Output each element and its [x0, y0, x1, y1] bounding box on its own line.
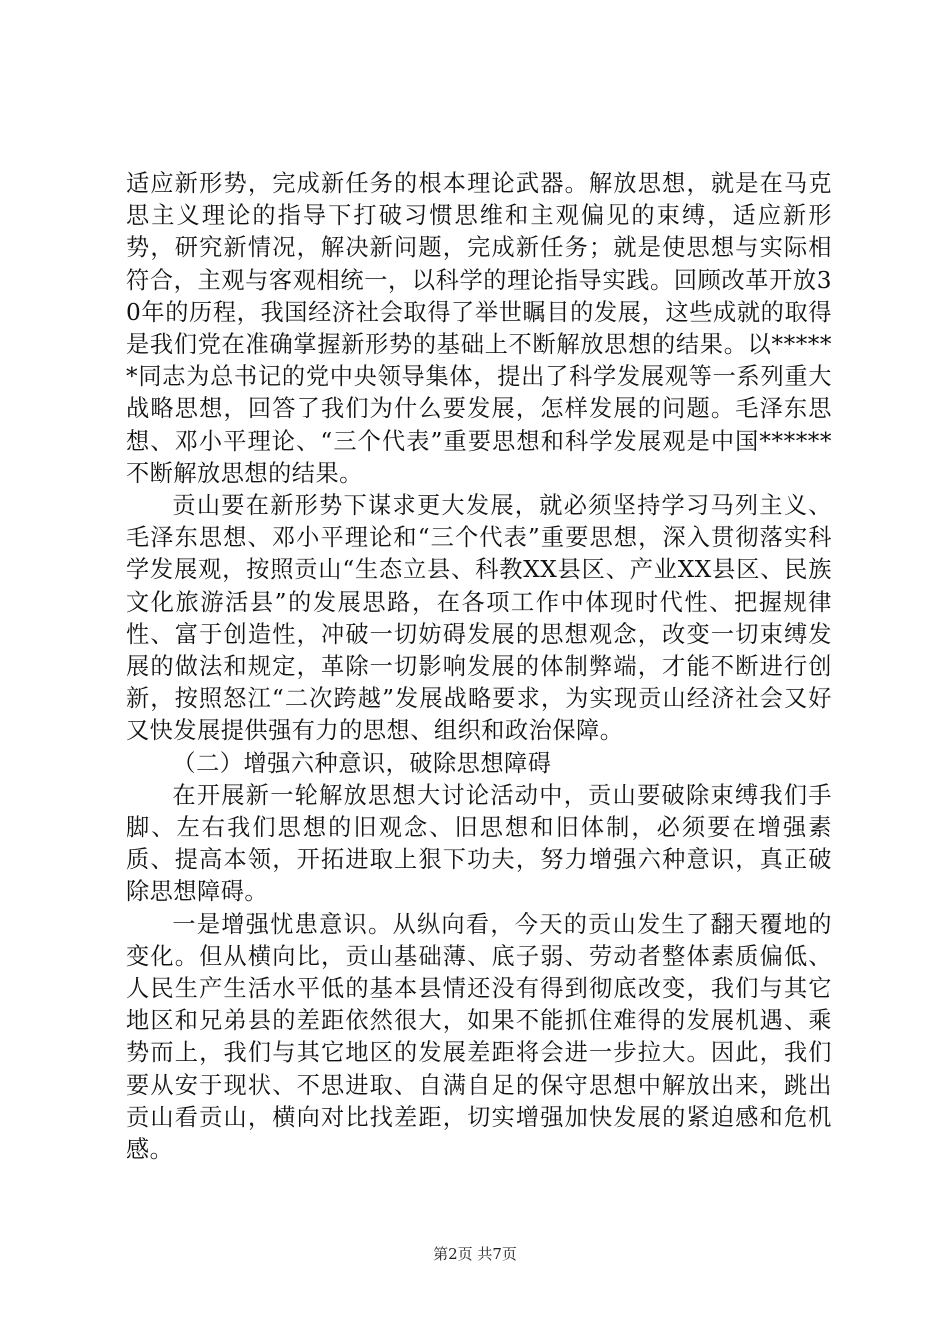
section-heading: （二）增强六种意识，破除思想障碍 [172, 749, 552, 777]
paragraph: 一是增强忧患意识。从纵向看，今天的贡山发生了翻天覆地的变化。但从横向比，贡山基础薄、底子弱、劳动者整体素质偏低、人民生产生活水平低的基本县情还没有得到彻底改变，我们与其它地区和兄弟县的差距依然很大，如果不能抓住难得的发展机遇、乘势而上，我们与其它地区的发展差距将会进一步拉大。因此，我们要从安于现状、不思进取、自满自足的保守思想中解放出来，跳出贡山看贡山，横向对比找差距，切实增强加快发展的紧迫感和危机感。 [126, 910, 832, 1164]
page-number-footer: 第2页 共7页 [433, 1245, 517, 1263]
paragraph: 在开展新一轮解放思想大讨论活动中，贡山要破除束缚我们手脚、左右我们思想的旧观念、旧思想和旧体制，必须要在增强素质、提高本领，开拓进取上狠下功夫，努力增强六种意识，真正破除思想障碍。 [126, 781, 832, 906]
paragraph: 贡山要在新形势下谋求更大发展，就必须坚持学习马列主义、毛泽东思想、邓小平理论和“三个代表”重要思想，深入贯彻落实科学发展观，按照贡山“生态立县、科教XX县区、产业XX县区、民族文化旅游活县”的发展思路，在各项工作中体现时代性、把握规律性、富于创造性，冲破一切妨碍发展的思想观念，改变一切束缚发展的做法和规定，革除一切影响发展的体制弊端，才能不断进行创新，按照怒江“二次跨越”发展战略要求，为实现贡山经济社会又好又快发展提供强有力的思想、组织和政治保障。 [126, 492, 832, 745]
paragraph: 适应新形势，完成新任务的根本理论武器。解放思想，就是在马克思主义理论的指导下打破习惯思维和主观偏见的束缚，适应新形势，研究新情况，解决新问题，完成新任务；就是使思想与实际相符合，主观与客观相统一，以科学的理论指导实践。回顾改革开放30年的历程，我国经济社会取得了举世瞩目的发展，这些成就的取得是我们党在准确掌握新形势的基础上不断解放思想的结果。以******同志为总书记的党中央领导集体，提出了科学发展观等一系列重大战略思想，回答了我们为什么要发展，怎样发展的问题。毛泽东思想、邓小平理论、“三个代表”重要思想和科学发展观是中国******不断解放思想的结果。 [126, 170, 832, 487]
document-body [126, 168, 832, 1166]
